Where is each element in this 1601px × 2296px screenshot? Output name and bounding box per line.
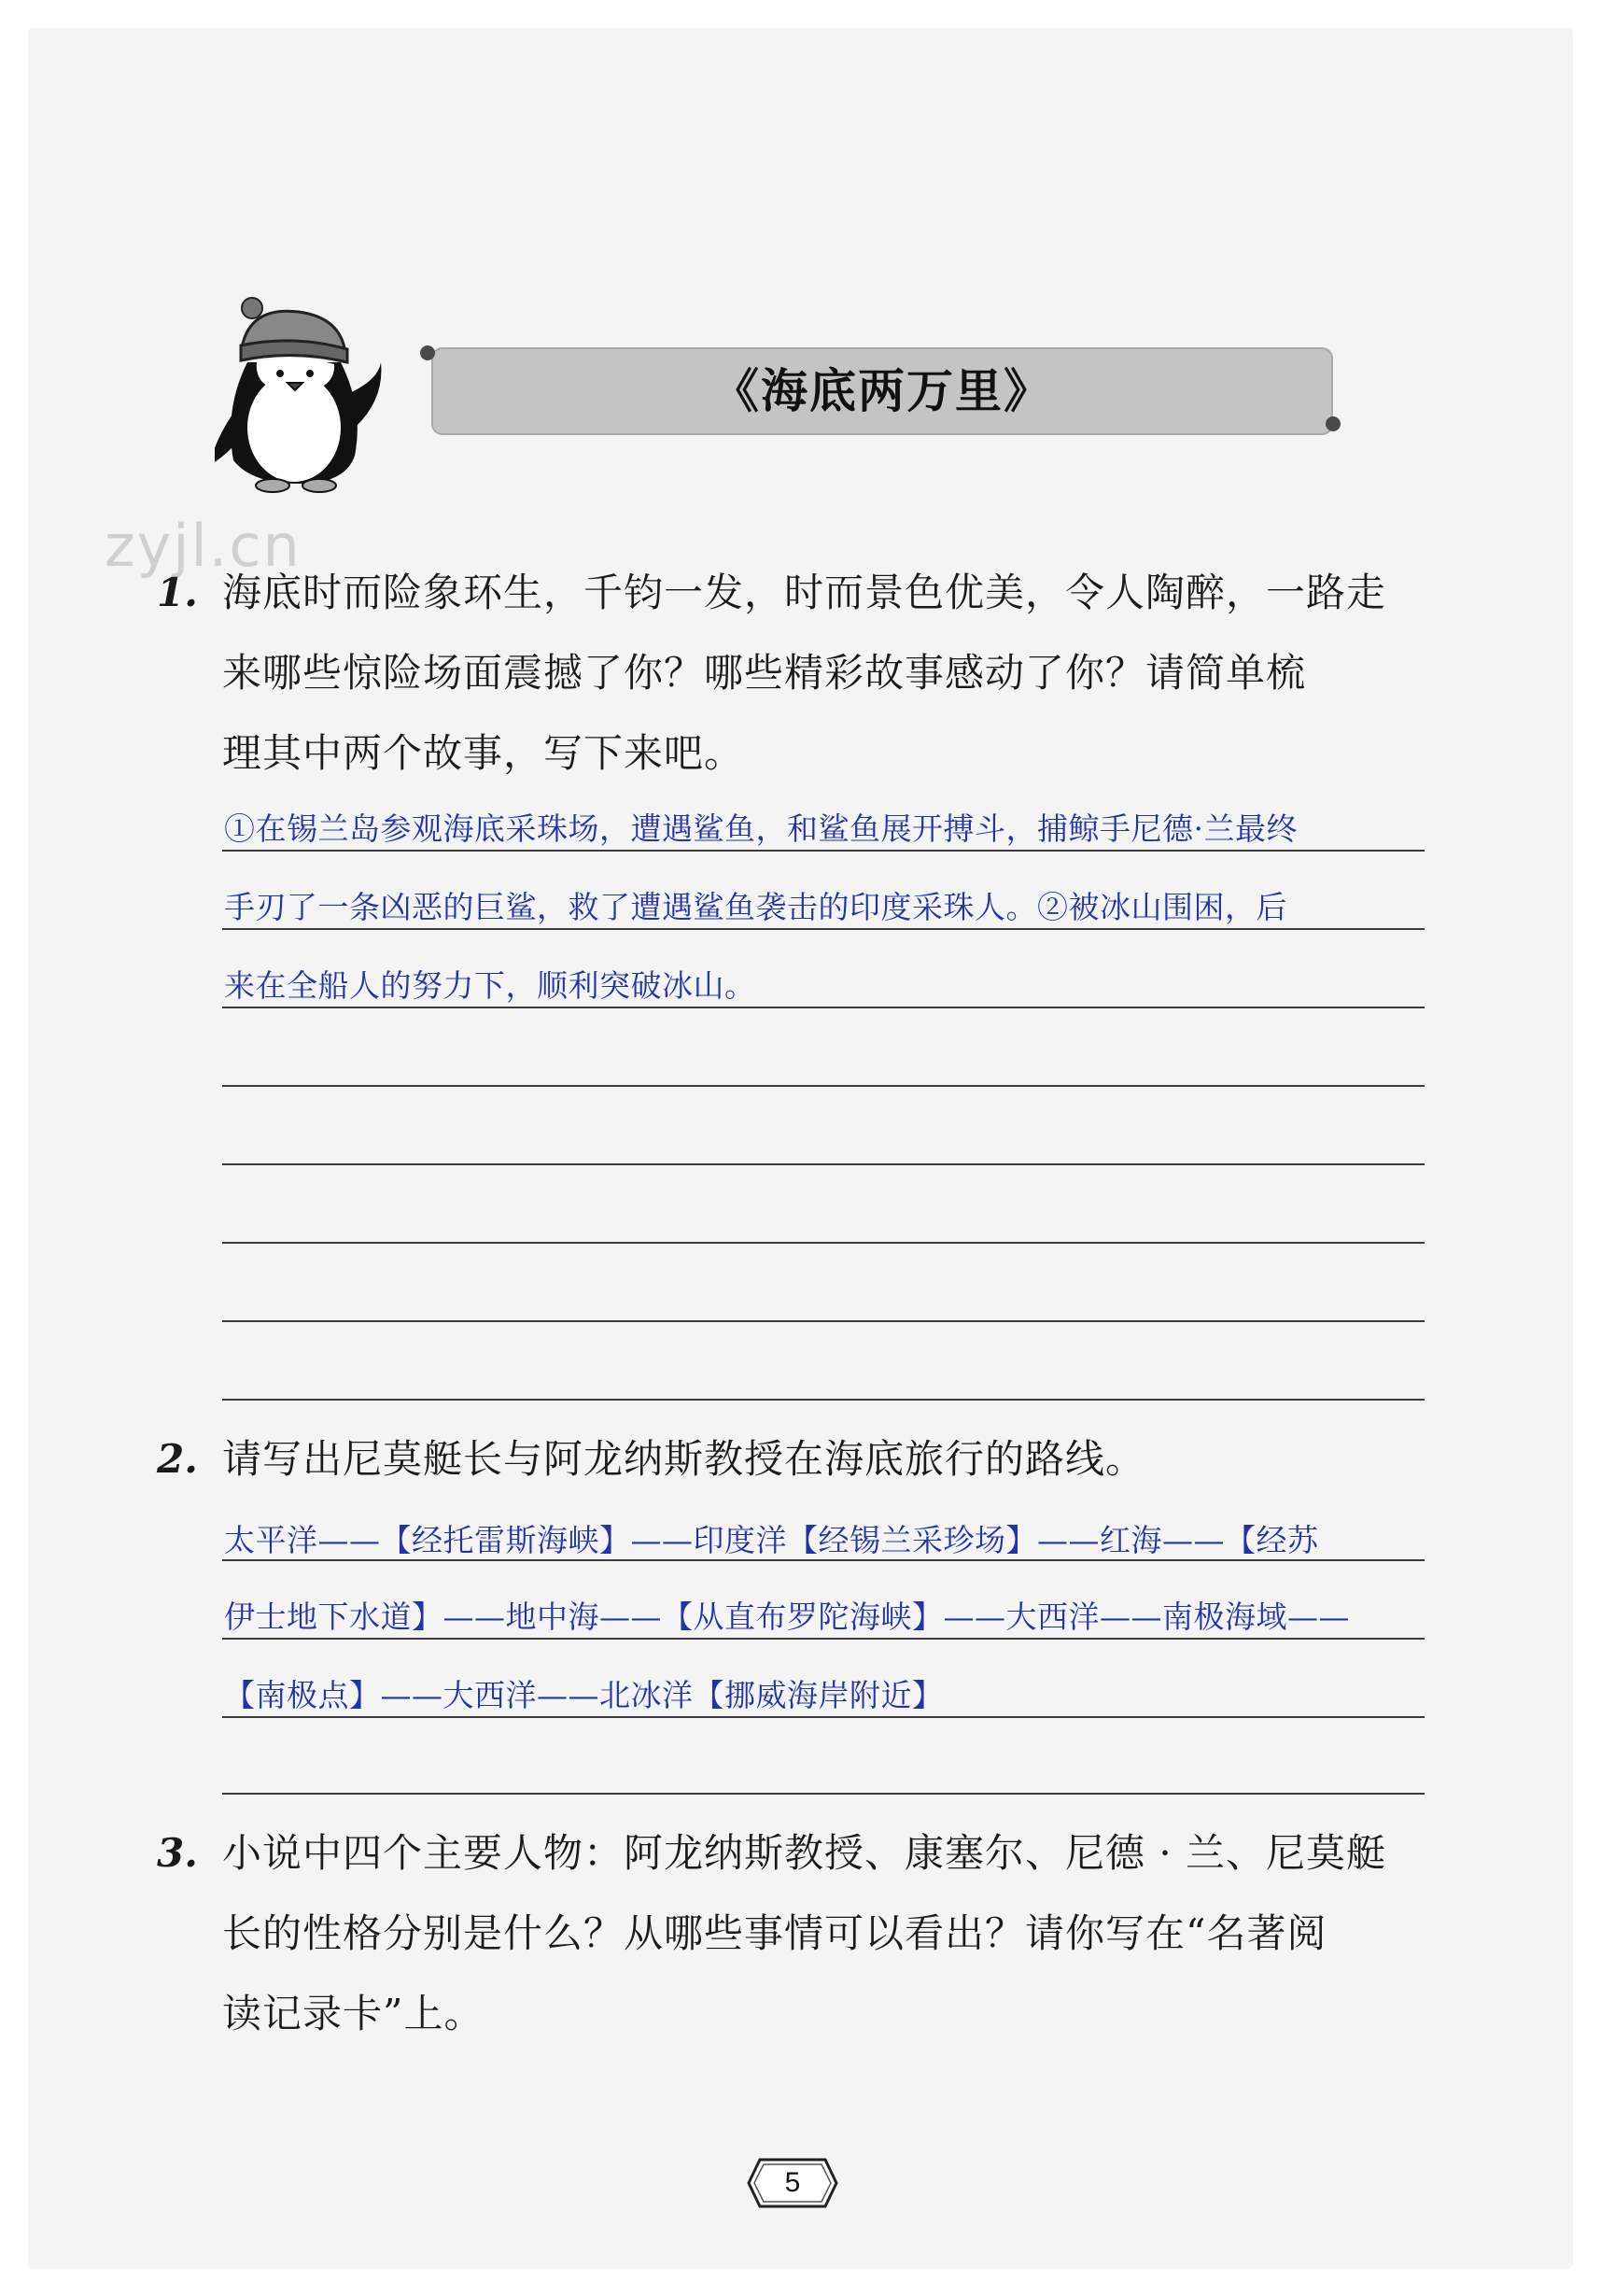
answer-rule — [222, 1638, 1425, 1640]
answer-text-line: 来在全船人的努力下，顺利突破冰山。 — [224, 967, 756, 1004]
question-text — [222, 1419, 1436, 1500]
answer-rule — [222, 1399, 1425, 1401]
question-number: 1. — [157, 570, 198, 615]
question-line: 读记录卡”上。 — [222, 1991, 485, 2036]
answer-rule — [222, 1716, 1425, 1718]
answer-text-line: 手刃了一条凶恶的巨鲨，救了遭遇鲨鱼袭击的印度采珠人。②被冰山围困，后 — [224, 889, 1287, 925]
answer-rule — [222, 1163, 1425, 1165]
answer-text-line: 太平洋——【经托雷斯海峡】——印度洋【经锡兰采珍场】——红海——【经苏 — [224, 1522, 1319, 1558]
question-text — [222, 553, 1436, 794]
answer-rule — [222, 1793, 1425, 1795]
watermark: zyjl.cn — [105, 512, 302, 580]
question-number: 2. — [157, 1436, 198, 1482]
answer-text-line: 伊士地下水道】——地中海——【从直布罗陀海峡】——大西洋——南极海域—— — [224, 1599, 1350, 1635]
page-number: 5 — [784, 2167, 801, 2198]
question-text — [222, 1813, 1436, 2054]
answer-rule — [222, 928, 1425, 930]
answer-rule — [222, 1085, 1425, 1087]
answer-rule — [222, 1242, 1425, 1244]
question-line: 海底时而险象环生，千钧一发，时而景色优美，令人陶醉，一路走 — [222, 570, 1387, 615]
answer-text-line: ①在锡兰岛参观海底采珠场，遭遇鲨鱼，和鲨鱼展开搏斗，捕鲸手尼德·兰最终 — [224, 810, 1298, 847]
question-line: 长的性格分别是什么？从哪些事情可以看出？请你写在“名著阅 — [222, 1910, 1327, 1956]
page-title: 《海底两万里》 — [712, 363, 1052, 418]
question-line: 来哪些惊险场面震撼了你？哪些精彩故事感动了你？请简单梳 — [222, 650, 1307, 696]
answer-rule — [222, 850, 1425, 852]
question-line: 理其中两个故事，写下来吧。 — [222, 730, 745, 776]
question-line: 请写出尼莫艇长与阿龙纳斯教授在海底旅行的路线。 — [222, 1436, 1146, 1482]
question-line: 小说中四个主要人物：阿龙纳斯教授、康塞尔、尼德 · 兰、尼莫艇 — [222, 1830, 1387, 1876]
answer-rule — [222, 1320, 1425, 1322]
answer-text-line: 【南极点】——大西洋——北冰洋【挪威海岸附近】 — [224, 1677, 944, 1713]
penguin-mascot-icon — [215, 297, 383, 493]
answer-rule — [222, 1559, 1425, 1561]
question-number: 3. — [157, 1830, 198, 1876]
answer-rule — [222, 1007, 1425, 1008]
